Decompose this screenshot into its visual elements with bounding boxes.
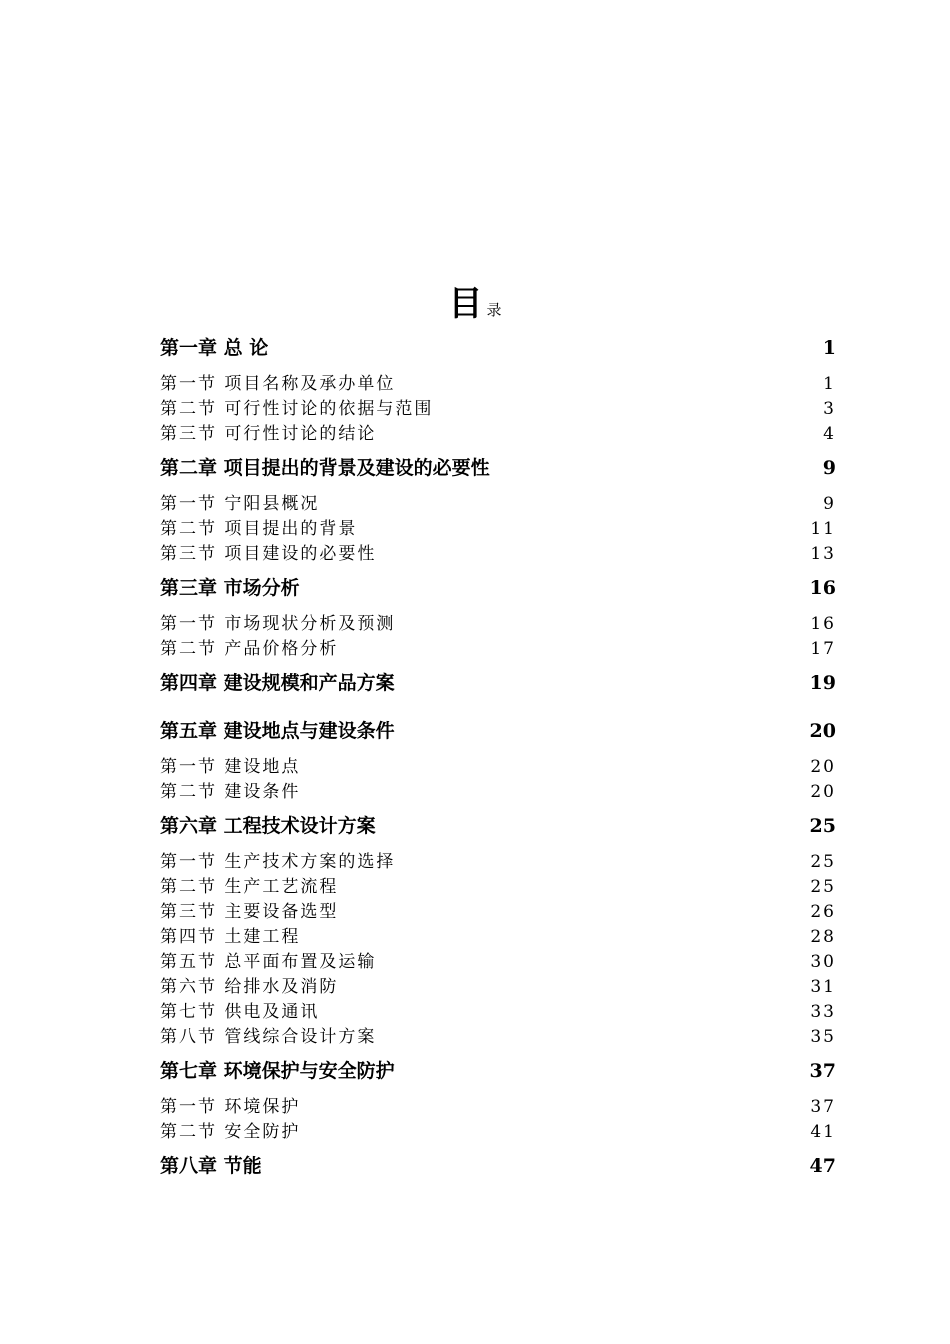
toc-page-number: 11 [810,519,836,539]
toc-chapter-label: 第五章 建设地点与建设条件 [160,720,395,742]
toc-chapter-label: 第一章 总 论 [160,337,269,359]
toc-page-number: 25 [810,877,836,897]
toc-page-number: 9 [822,457,836,479]
toc-chapter-entry[interactable] [160,669,836,697]
toc-page-number: 9 [823,494,836,514]
toc-chapter-entry[interactable] [160,717,836,745]
toc-section-entry[interactable] [160,372,836,397]
toc-section-entry[interactable] [160,1025,836,1050]
toc-chapter-entry[interactable] [160,334,836,362]
toc-page-number: 30 [810,952,836,972]
toc-section-label: 第八节 管线综合设计方案 [160,1027,377,1047]
toc-section-label: 第二节 安全防护 [160,1122,301,1142]
toc-page-number: 37 [809,1060,836,1082]
toc-page-number: 33 [810,1002,836,1022]
toc-chapter-entry[interactable] [160,812,836,840]
toc-chapter-label: 第四章 建设规模和产品方案 [160,672,395,694]
toc-page-number: 25 [810,852,836,872]
toc-title-main: 目 [448,284,483,324]
toc-chapter-label: 第六章 工程技术设计方案 [160,815,376,837]
toc-section-label: 第三节 项目建设的必要性 [160,544,377,564]
toc-page-number: 1 [822,337,836,359]
toc-chapter-entry[interactable] [160,454,836,482]
toc-section-entry[interactable] [160,542,836,567]
toc-section-entry[interactable] [160,1120,836,1145]
toc-section-entry[interactable] [160,780,836,805]
toc-section-label: 第一节 项目名称及承办单位 [160,374,396,394]
toc-page-number: 20 [810,757,836,777]
toc-page-number: 28 [810,927,836,947]
toc-chapter-entry[interactable] [160,1057,836,1085]
toc-section-entry[interactable] [160,397,836,422]
toc-section-label: 第六节 给排水及消防 [160,977,339,997]
toc-chapter-label: 第七章 环境保护与安全防护 [160,1060,395,1082]
toc-section-entry[interactable] [160,875,836,900]
toc-section-entry[interactable] [160,755,836,780]
toc-section-entry[interactable] [160,1000,836,1025]
toc-page-number: 4 [823,424,836,444]
toc-page-number: 25 [809,815,836,837]
toc-section-entry[interactable] [160,422,836,447]
toc-section-label: 第五节 总平面布置及运输 [160,952,377,972]
toc-page-number: 47 [809,1155,836,1177]
toc-page-number: 31 [810,977,836,997]
toc-page-number: 37 [810,1097,836,1117]
toc-page-number: 26 [810,902,836,922]
toc-section-label: 第二节 可行性讨论的依据与范围 [160,399,434,419]
toc-section-label: 第三节 主要设备选型 [160,902,339,922]
toc-section-label: 第二节 项目提出的背景 [160,519,358,539]
toc-section-entry[interactable] [160,950,836,975]
toc-section-entry[interactable] [160,850,836,875]
toc-section-label: 第二节 建设条件 [160,782,301,802]
toc-chapter-label: 第三章 市场分析 [160,577,300,599]
toc-chapter-entry[interactable] [160,574,836,602]
toc-page-number: 20 [810,782,836,802]
toc-page-number: 20 [809,720,836,742]
toc-section-label: 第四节 土建工程 [160,927,301,947]
toc-chapter-label: 第二章 项目提出的背景及建设的必要性 [160,457,490,479]
toc-section-entry[interactable] [160,612,836,637]
toc-section-label: 第一节 建设地点 [160,757,301,777]
toc-page-number: 1 [823,374,836,394]
toc-section-label: 第二节 产品价格分析 [160,639,339,659]
toc-section-entry[interactable] [160,900,836,925]
toc-section-entry[interactable] [160,637,836,662]
toc-section-entry[interactable] [160,925,836,950]
toc-section-entry[interactable] [160,492,836,517]
table-of-contents [160,334,836,1200]
toc-section-label: 第二节 生产工艺流程 [160,877,339,897]
toc-page-number: 16 [809,577,836,599]
toc-page-number: 41 [810,1122,836,1142]
toc-section-entry[interactable] [160,517,836,542]
toc-page-number: 17 [810,639,836,659]
toc-page-number: 3 [823,399,836,419]
toc-section-label: 第一节 市场现状分析及预测 [160,614,396,634]
toc-section-label: 第七节 供电及通讯 [160,1002,320,1022]
toc-section-label: 第三节 可行性讨论的结论 [160,424,377,444]
toc-title [0,276,950,325]
toc-section-label: 第一节 宁阳县概况 [160,494,320,514]
toc-page-number: 16 [810,614,836,634]
toc-section-entry[interactable] [160,975,836,1000]
toc-section-label: 第一节 环境保护 [160,1097,301,1117]
toc-chapter-label: 第八章 节能 [160,1155,262,1177]
toc-chapter-entry[interactable] [160,1152,836,1180]
toc-section-label: 第一节 生产技术方案的选择 [160,852,396,872]
toc-page-number: 13 [810,544,836,564]
toc-section-entry[interactable] [160,1095,836,1120]
toc-page-number: 19 [809,672,836,694]
toc-page-number: 35 [810,1027,836,1047]
toc-title-suffix: 录 [486,301,502,319]
